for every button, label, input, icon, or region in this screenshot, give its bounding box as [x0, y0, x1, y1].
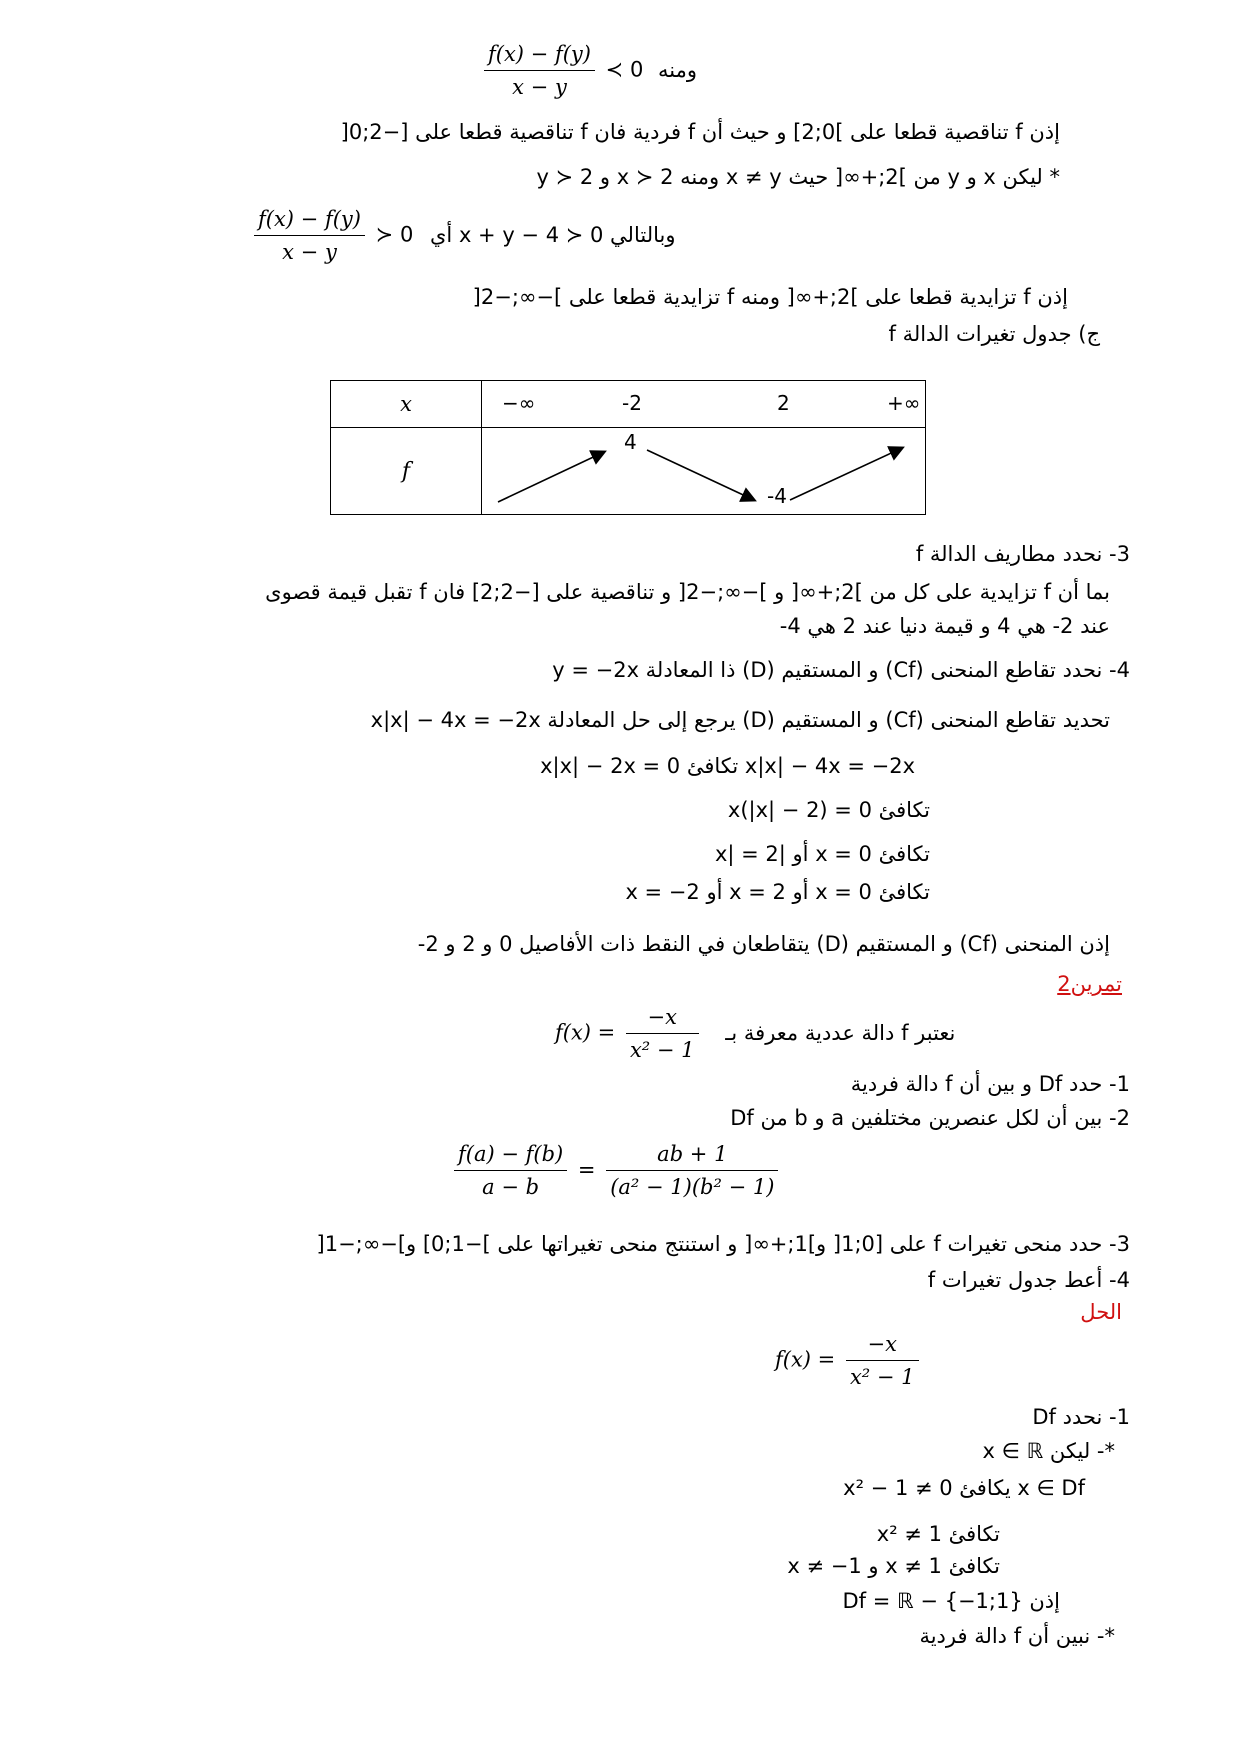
- fraction-numerator: ab + 1: [606, 1140, 778, 1171]
- line-10: 4- نحدد تقاطع المنحنى (Cf) و المستقيم (D) ذا المعادلة y = −2x: [552, 658, 1130, 682]
- f-value-min: -4: [767, 484, 787, 508]
- x-value-minus-inf: −∞: [502, 391, 536, 415]
- line-2: إذن f تناقصية قطعا على ]0;2] و حيث أن f فردية فان f تناقصية قطعا على [−2;0[: [340, 120, 1060, 144]
- solution-step-3: x ∈ Df يكافئ x² − 1 ≠ 0: [843, 1476, 1085, 1500]
- fraction-rhs: [606, 1140, 778, 1201]
- fraction-lhs: [454, 1140, 567, 1201]
- fraction-denominator: x − y: [512, 75, 567, 99]
- solution-function: [775, 1330, 923, 1391]
- line-1: [480, 40, 697, 101]
- question-1: 1- حدد Df و بين أن f دالة فردية: [850, 1072, 1130, 1096]
- f-value-max: 4: [624, 430, 637, 454]
- solution-title: الحل: [1080, 1300, 1122, 1324]
- x-value-minus-2: -2: [622, 391, 642, 415]
- fraction-numerator: f(a) − f(b): [454, 1140, 567, 1171]
- arrow-up-1: [498, 452, 604, 502]
- line-13: تكافئ x(|x| − 2) = 0: [727, 798, 930, 822]
- variation-arrows: [482, 428, 928, 512]
- line-15: تكافئ x = 0 أو x = 2 أو x = −2: [625, 880, 930, 904]
- x-value-plus-inf: +∞: [887, 391, 921, 415]
- line-14: تكافئ x = 0 أو |x| = 2: [714, 842, 930, 866]
- exercise-2-title: تمرين2: [1057, 972, 1122, 996]
- line-5: إذن f تزايدية قطعا على ]2;+∞[ ومنه f تزايدية قطعا على ]−∞;−2[: [472, 285, 1068, 309]
- text-arabic: وبالتالي x + y − 4 ≻ 0 أي: [430, 222, 676, 247]
- line-8: بما أن f تزايدية على كل من ]2;+∞[ و ]−∞;−2[ و تناقصية على [−2;2] فان f تقبل قيمة قصوى: [265, 580, 1110, 604]
- fraction-denominator: x² − 1: [849, 1365, 915, 1389]
- fraction: [484, 40, 595, 101]
- row-x-label: x: [331, 381, 482, 428]
- line-11: تحديد تقاطع المنحنى (Cf) و المستقيم (D) يرجع إلى حل المعادلة x|x| − 4x = −2x: [370, 708, 1110, 732]
- fraction-numerator: f(x) − f(y): [484, 40, 595, 71]
- text-arabic: ومنه: [658, 57, 697, 82]
- solution-step-4: تكافئ x² ≠ 1: [876, 1522, 1000, 1546]
- line-4: [250, 205, 675, 266]
- row-f-label: f: [331, 428, 482, 515]
- line-12: x|x| − 4x = −2x تكافئ x|x| − 2x = 0: [540, 754, 915, 778]
- fraction: [846, 1330, 919, 1391]
- exercise-2-intro: [555, 1003, 955, 1064]
- line-16: إذن المنحنى (Cf) و المستقيم (D) يتقاطعان في النقط ذات الأفاصيل 0 و 2 و 2-: [417, 932, 1110, 956]
- fraction-numerator: −x: [626, 1003, 699, 1034]
- line-3: * ليكن x و y من ]2;+∞[ حيث x ≠ y ومنه x ≻ 2 و y ≻ 2: [536, 165, 1060, 189]
- fraction-denominator: x² − 1: [629, 1038, 695, 1062]
- solution-step-2: *- ليكن x ∈ ℝ: [982, 1439, 1115, 1463]
- row-f-values: [482, 428, 926, 515]
- question-2: 2- بين أن لكل عنصرين مختلفين a و b من Df: [730, 1106, 1130, 1130]
- question-3: 3- حدد منحى تغيرات f على [0;1[ و]1;+∞[ و استنتج منحى تغيراتها على ]−1;0] و]−∞;−1[: [316, 1232, 1130, 1256]
- fraction-denominator: x − y: [282, 240, 337, 264]
- function-lhs: f(x) =: [775, 1347, 836, 1372]
- row-x-values: [482, 381, 926, 428]
- question-2-identity: [450, 1140, 782, 1201]
- x-value-2: 2: [777, 391, 790, 415]
- line-7: 3- نحدد مطاريف الدالة f: [915, 542, 1130, 566]
- variation-table: [330, 380, 926, 515]
- fraction: [254, 205, 365, 266]
- relation: ≻ 0: [375, 222, 414, 247]
- solution-step-5: تكافئ x ≠ 1 و x ≠ −1: [787, 1554, 1000, 1578]
- solution-step-6: إذن Df = ℝ − {−1;1}: [842, 1589, 1060, 1613]
- fraction-denominator: a − b: [482, 1175, 540, 1199]
- solution-step-7: *- نبين أن f دالة فردية: [919, 1624, 1115, 1648]
- arrow-down: [647, 450, 754, 500]
- equals-sign: =: [577, 1157, 596, 1182]
- line-6: ج) جدول تغيرات الدالة f: [888, 322, 1100, 346]
- question-4: 4- أعط جدول تغيرات f: [927, 1268, 1130, 1292]
- relation: ≺ 0: [605, 57, 644, 82]
- text-arabic: نعتبر f دالة عددية معرفة بـ: [725, 1020, 956, 1045]
- fraction-denominator: (a² − 1)(b² − 1): [610, 1175, 775, 1199]
- solution-step-1: 1- نحدد Df: [1032, 1405, 1130, 1429]
- fraction-numerator: −x: [846, 1330, 919, 1361]
- line-9: عند 2- هي 4 و قيمة دنيا عند 2 هي 4-: [779, 614, 1110, 638]
- fraction: [626, 1003, 699, 1064]
- function-lhs: f(x) =: [555, 1020, 616, 1045]
- arrow-up-2: [790, 448, 902, 500]
- fraction-numerator: f(x) − f(y): [254, 205, 365, 236]
